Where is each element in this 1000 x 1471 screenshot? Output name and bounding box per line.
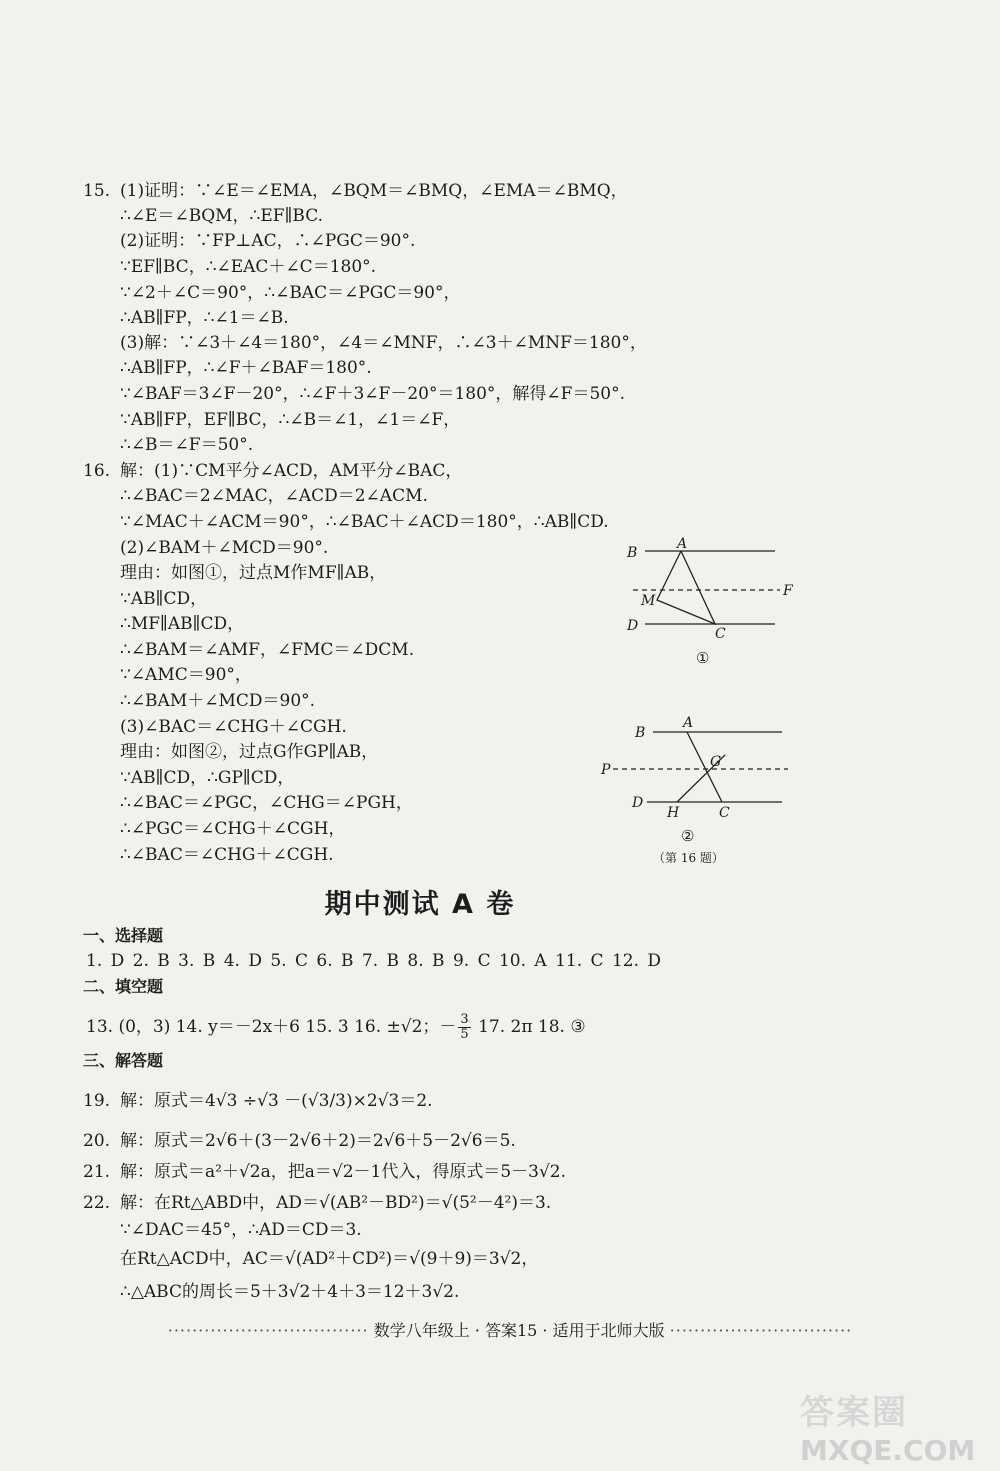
geometry-figure-2: [595, 715, 795, 870]
label-p: P: [601, 762, 611, 778]
solution-line: ∴AB∥FP，∴∠F＋∠BAF＝180°.: [120, 358, 372, 378]
label-a: A: [683, 715, 694, 731]
solution-line: 理由：如图①，过点M作MF∥AB，: [120, 563, 387, 583]
section-heading: 一、选择题: [83, 926, 164, 945]
solution-line: ∴AB∥FP，∴∠1＝∠B.: [120, 308, 289, 328]
solution-line: ∴△ABC的周长＝5＋3√2＋4＋3＝12＋3√2.: [120, 1282, 460, 1302]
fraction: [458, 1013, 470, 1042]
solution-line: ∵∠DAC＝45°，∴AD＝CD＝3.: [120, 1220, 362, 1240]
fill-answers-part: 13. (0，3) 14. y＝－2x＋6 15. 3 16. ±√2；－: [86, 1017, 457, 1037]
question-number: 20.: [83, 1131, 111, 1151]
solution-line: 理由：如图②，过点G作GP∥AB，: [120, 742, 379, 762]
solution-line: (3)∠BAC＝∠CHG＋∠CGH.: [120, 717, 347, 737]
question-number: 19.: [83, 1091, 111, 1111]
label-c: C: [719, 805, 730, 821]
fraction-denominator: 5: [460, 1027, 469, 1042]
solution-line: ∴∠BAM＝∠AMF，∠FMC＝∠DCM.: [120, 640, 415, 660]
solution-line: ∴∠BAC＝∠PGC，∠CHG＝∠PGH，: [120, 793, 413, 813]
solution-line: ∵∠BAF＝3∠F－20°，∴∠F＋3∠F－20°＝180°，解得∠F＝50°.: [120, 384, 625, 404]
fill-answers: [86, 1013, 586, 1042]
solution-line: 解：原式＝a²＋√2a，把a＝√2－1代入，得原式＝5－3√2.: [120, 1162, 567, 1182]
solution-line: 解：(1)∵CM平分∠ACD，AM平分∠BAC，: [120, 461, 463, 481]
section-heading: 二、填空题: [83, 977, 164, 996]
solution-line: ∴∠BAC＝2∠MAC，∠ACD＝2∠ACM.: [120, 486, 428, 506]
fill-answers-part: 17. 2π 18. ③: [472, 1017, 586, 1037]
solution-line: ∴∠B＝∠F＝50°.: [120, 435, 254, 455]
solution-line: ∵∠MAC＋∠ACM＝90°，∴∠BAC＋∠ACD＝180°，∴AB∥CD.: [120, 512, 609, 532]
solution-line: ∵AB∥CD，: [120, 589, 208, 609]
label-d: D: [632, 795, 644, 811]
solution-line: (1)证明：∵∠E＝∠EMA，∠BQM＝∠BMQ，∠EMA＝∠BMQ，: [120, 181, 628, 201]
label-g: G: [710, 754, 722, 770]
footer-text: 数学八年级上 · 答案15 · 适用于北师大版: [373, 1321, 665, 1340]
footer-dots: ······························: [669, 1321, 853, 1340]
figure-caption: （第 16 题）: [653, 851, 724, 865]
label-b: B: [635, 725, 646, 741]
geometry-figure-1: [615, 535, 800, 670]
fraction-numerator: 3: [460, 1012, 469, 1027]
solution-line: (2)证明：∵FP⊥AC，∴∠PGC＝90°.: [120, 231, 416, 251]
solution-line: ∴∠BAM＋∠MCD＝90°.: [120, 691, 316, 711]
solution-line: ∴∠PGC＝∠CHG＋∠CGH，: [120, 819, 346, 839]
watermark-logo: 答案圈: [800, 1393, 908, 1433]
solution-line: 解：在Rt△ABD中，AD＝√(AB²－BD²)＝√(5²－4²)＝3.: [120, 1193, 552, 1213]
figure-2-number: ②: [681, 827, 695, 845]
solution-line: 在Rt△ACD中，AC＝√(AD²＋CD²)＝√(9＋9)＝3√2，: [120, 1249, 539, 1269]
watermark-url: MXQE.COM: [800, 1434, 976, 1467]
watermark: [800, 1385, 980, 1467]
page-footer: [40, 1320, 980, 1342]
solution-line: ∵∠2＋∠C＝90°，∴∠BAC＝∠PGC＝90°，: [120, 283, 461, 303]
solution-line: ∵∠AMC＝90°，: [120, 665, 252, 685]
solution-line: 解：原式＝4√3 ÷√3 －(√3/3)×2√3＝2.: [120, 1091, 433, 1111]
question-number: 16.: [83, 461, 111, 481]
solution-line: (3)解：∵∠3＋∠4＝180°，∠4＝∠MNF，∴∠3＋∠MNF＝180°，: [120, 333, 647, 353]
solution-line: 解：原式＝2√6＋(3－2√6＋2)＝2√6＋5－2√6＝5.: [120, 1131, 516, 1151]
label-h: H: [667, 805, 680, 821]
choice-answers: 1. D 2. B 3. B 4. D 5. C 6. B 7. B 8. B 9. C 10. A 11. C 12. D: [86, 951, 662, 971]
label-f: F: [783, 583, 793, 599]
solution-line: ∵EF∥BC，∴∠EAC＋∠C＝180°.: [120, 257, 377, 277]
question-number: 22.: [83, 1193, 111, 1213]
label-a: A: [677, 536, 688, 552]
solution-line: (2)∠BAM＋∠MCD＝90°.: [120, 538, 329, 558]
figure-1-number: ①: [696, 649, 710, 667]
footer-dots: ·································: [167, 1321, 369, 1340]
question-number: 21.: [83, 1162, 111, 1182]
triangle-amc: [657, 551, 715, 624]
solution-line: ∴MF∥AB∥CD，: [120, 614, 245, 634]
exam-title: 期中测试 A 卷: [324, 889, 516, 920]
solution-line: ∵AB∥CD，∴GP∥CD，: [120, 768, 295, 788]
solution-line: ∴∠E＝∠BQM，∴EF∥BC.: [120, 206, 324, 226]
section-heading: 三、解答题: [83, 1051, 164, 1070]
label-d: D: [627, 618, 639, 634]
solution-line: ∴∠BAC＝∠CHG＋∠CGH.: [120, 845, 334, 865]
question-number: 15.: [83, 181, 111, 201]
label-b: B: [627, 545, 638, 561]
label-c: C: [715, 626, 726, 642]
solution-line: ∵AB∥FP，EF∥BC，∴∠B＝∠1，∠1＝∠F，: [120, 410, 461, 430]
label-m: M: [641, 593, 656, 609]
